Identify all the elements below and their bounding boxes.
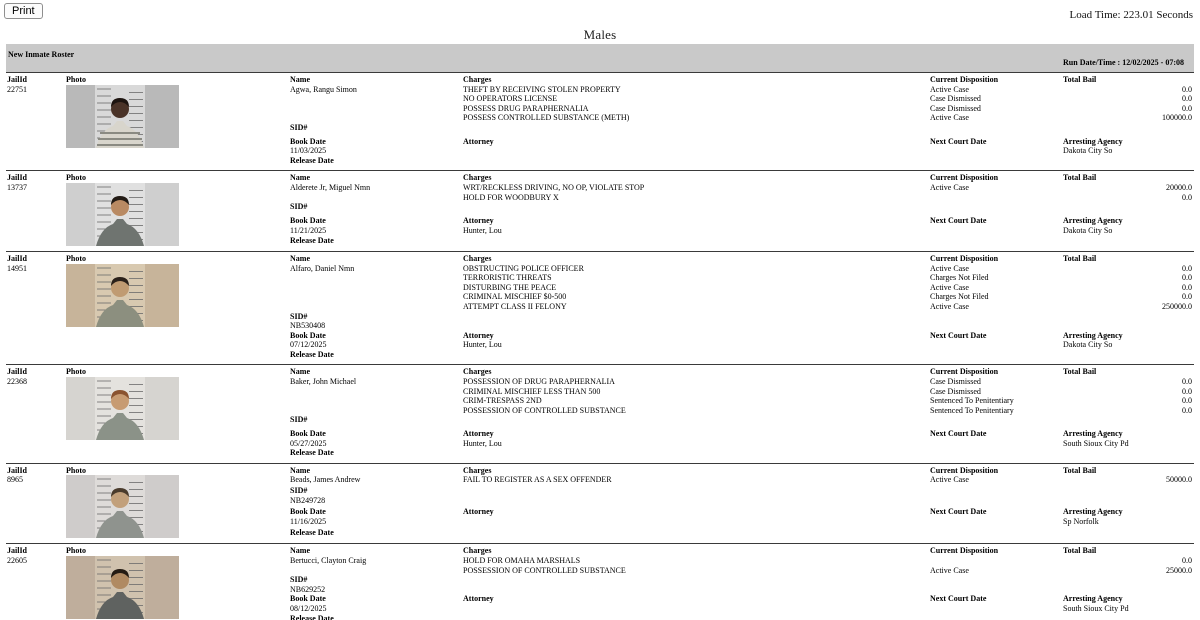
charges-list bbox=[463, 377, 930, 415]
inmate-name: Baker, John Michael bbox=[290, 377, 357, 387]
disposition-header: Current Disposition bbox=[930, 465, 999, 475]
inmate-mugshot-photo bbox=[66, 377, 290, 440]
dispositions-list bbox=[930, 556, 1063, 575]
charge-line: HOLD FOR OMAHA MARSHALS bbox=[463, 556, 581, 565]
next-court-date-label: Next Court Date bbox=[930, 506, 987, 516]
disposition-line: Active Case bbox=[930, 263, 969, 273]
charge-line: POSSESSION OF CONTROLLED SUBSTANCE bbox=[463, 405, 626, 415]
book-date-label: Book Date bbox=[290, 330, 326, 340]
charges-header: Charges bbox=[463, 75, 492, 84]
charge-line: POSSESSION OF CONTROLLED SUBSTANCE bbox=[463, 565, 626, 575]
dispositions-list bbox=[930, 85, 1063, 123]
bail-amount: 0.0 bbox=[1182, 377, 1192, 387]
photo-header: Photo bbox=[66, 465, 86, 475]
sid-label: SID# bbox=[290, 485, 308, 495]
disposition-line: Active Case bbox=[930, 475, 969, 485]
disposition-line: Case Dismissed bbox=[930, 103, 981, 113]
inmate-attorney bbox=[463, 517, 930, 528]
dispositions-list bbox=[930, 183, 1063, 202]
charge-line: TERRORISTIC THREATS bbox=[463, 273, 552, 283]
inmate-attorney: Hunter, Lou bbox=[463, 226, 502, 236]
inmate-name: Alderete Jr, Miguel Nmn bbox=[290, 182, 371, 192]
disposition-line: Case Dismissed bbox=[930, 94, 981, 104]
disposition-line: Active Case bbox=[930, 113, 969, 123]
inmate-mugshot-photo bbox=[66, 475, 290, 538]
name-header: Name bbox=[290, 173, 310, 183]
inmate-jailid: 22605 bbox=[7, 556, 27, 565]
next-court-date-label: Next Court Date bbox=[930, 136, 987, 146]
inmate-attorney: Hunter, Lou bbox=[463, 438, 502, 448]
inmate-next-court-date bbox=[930, 226, 1063, 236]
inmate-record bbox=[6, 463, 1194, 544]
inmate-next-court-date bbox=[930, 517, 1063, 528]
disposition-line: Case Dismissed bbox=[930, 386, 981, 396]
sid-label: SID# bbox=[290, 575, 308, 585]
inmate-jailid: 13737 bbox=[7, 182, 27, 192]
inmate-next-court-date bbox=[930, 439, 1063, 449]
inmate-arresting-agency: South Sioux City Pd bbox=[1063, 603, 1129, 613]
bail-header: Total Bail bbox=[1063, 173, 1097, 183]
bail-header: Total Bail bbox=[1063, 253, 1097, 263]
jailid-header: JailId bbox=[7, 253, 28, 263]
disposition-header: Current Disposition bbox=[930, 253, 999, 263]
arresting-agency-label: Arresting Agency bbox=[1063, 506, 1123, 516]
charge-line: CRIM-TRESPASS 2ND bbox=[463, 396, 542, 406]
charge-line: POSSESS CONTROLLED SUBSTANCE (METH) bbox=[463, 113, 630, 123]
bail-amount: 0.0 bbox=[1182, 556, 1192, 565]
inmate-attorney: Hunter, Lou bbox=[463, 340, 502, 350]
charge-line: CRIMINAL MISCHIEF LESS THAN 500 bbox=[463, 386, 601, 396]
release-date-label: Release Date bbox=[290, 527, 334, 537]
inmate-record bbox=[6, 364, 1194, 462]
charges-header: Charges bbox=[463, 465, 492, 475]
inmate-record bbox=[6, 72, 1194, 170]
inmate-roster-table bbox=[6, 72, 1194, 620]
roster-header-bar bbox=[6, 44, 1194, 72]
jailid-header: JailId bbox=[7, 75, 28, 84]
inmate-jailid: 22751 bbox=[7, 84, 27, 94]
bail-list bbox=[1063, 377, 1194, 415]
arresting-agency-label: Arresting Agency bbox=[1063, 136, 1123, 146]
page-title: Males bbox=[583, 27, 617, 42]
attorney-label: Attorney bbox=[463, 330, 494, 340]
arresting-agency-label: Arresting Agency bbox=[1063, 594, 1123, 604]
bail-amount: 0.0 bbox=[1182, 396, 1192, 406]
bail-amount: 100000.0 bbox=[1162, 113, 1192, 123]
bail-list bbox=[1063, 85, 1194, 123]
bail-list bbox=[1063, 475, 1194, 486]
charge-line: POSSESS DRUG PARAPHERNALIA bbox=[463, 103, 589, 113]
inmate-jailid: 22368 bbox=[7, 377, 27, 387]
roster-title: New Inmate Roster bbox=[8, 50, 75, 59]
disposition-line: Sentenced To Penitentiary bbox=[930, 405, 1014, 415]
inmate-record bbox=[6, 251, 1194, 365]
inmate-book-date: 05/27/2025 bbox=[290, 438, 327, 448]
disposition-line bbox=[930, 193, 1063, 203]
inmate-mugshot-photo bbox=[66, 264, 290, 327]
release-date-label: Release Date bbox=[290, 448, 334, 458]
photo-header: Photo bbox=[66, 253, 86, 263]
sid-label: SID# bbox=[290, 311, 308, 321]
bail-header: Total Bail bbox=[1063, 367, 1097, 377]
jailid-header: JailId bbox=[7, 367, 28, 377]
photo-header: Photo bbox=[66, 546, 86, 556]
sid-label: SID# bbox=[290, 415, 308, 425]
name-header: Name bbox=[290, 367, 310, 377]
inmate-name: Agwa, Rangu Simon bbox=[290, 84, 357, 94]
book-date-label: Book Date bbox=[290, 216, 326, 226]
run-datetime: Run Date/Time : 12/02/2025 - 07:08 bbox=[1063, 58, 1184, 67]
dispositions-list bbox=[930, 475, 1063, 486]
name-header: Name bbox=[290, 546, 310, 556]
bail-list bbox=[1063, 556, 1194, 575]
name-header: Name bbox=[290, 253, 310, 263]
charge-line: DISTURBING THE PEACE bbox=[463, 282, 557, 292]
inmate-mugshot-photo bbox=[66, 556, 290, 619]
arresting-agency-label: Arresting Agency bbox=[1063, 429, 1123, 439]
charges-header: Charges bbox=[463, 546, 492, 556]
bail-amount: 0.0 bbox=[1182, 103, 1192, 113]
disposition-line: Active Case bbox=[930, 282, 969, 292]
arresting-agency-label: Arresting Agency bbox=[1063, 330, 1123, 340]
release-date-label: Release Date bbox=[290, 349, 334, 359]
disposition-line: Sentenced To Penitentiary bbox=[930, 396, 1014, 406]
charges-list bbox=[463, 556, 930, 575]
disposition-line bbox=[930, 556, 1063, 566]
attorney-label: Attorney bbox=[463, 594, 494, 604]
inmate-attorney bbox=[463, 146, 930, 156]
inmate-arresting-agency: Dakota City So bbox=[1063, 340, 1113, 350]
disposition-header: Current Disposition bbox=[930, 546, 999, 556]
jailid-header: JailId bbox=[7, 173, 28, 183]
attorney-label: Attorney bbox=[463, 506, 494, 516]
book-date-label: Book Date bbox=[290, 506, 326, 516]
bail-amount: 25000.0 bbox=[1166, 565, 1192, 575]
inmate-record bbox=[6, 170, 1194, 251]
inmate-sid: NB249728 bbox=[290, 496, 326, 506]
charge-line: POSSESSION OF DRUG PARAPHERNALIA bbox=[463, 377, 615, 387]
jailid-header: JailId bbox=[7, 546, 28, 556]
disposition-line: Charges Not Filed bbox=[930, 292, 989, 302]
inmate-book-date: 11/21/2025 bbox=[290, 226, 327, 236]
bail-amount: 0.0 bbox=[1182, 94, 1192, 104]
bail-list bbox=[1063, 183, 1194, 202]
charges-list bbox=[463, 183, 930, 202]
jailid-header: JailId bbox=[7, 465, 28, 475]
inmate-book-date: 11/03/2025 bbox=[290, 146, 327, 156]
disposition-header: Current Disposition bbox=[930, 173, 999, 183]
bail-amount: 50000.0 bbox=[1166, 475, 1192, 485]
dispositions-list bbox=[930, 377, 1063, 415]
disposition-line: Active Case bbox=[930, 182, 969, 192]
name-header: Name bbox=[290, 75, 310, 84]
charge-line: THEFT BY RECEIVING STOLEN PROPERTY bbox=[463, 84, 621, 94]
charge-line: ATTEMPT CLASS II FELONY bbox=[463, 301, 567, 311]
inmate-sid: NB629252 bbox=[290, 584, 326, 594]
disposition-header: Current Disposition bbox=[930, 367, 999, 377]
bail-amount: 0.0 bbox=[1182, 84, 1192, 94]
inmate-attorney bbox=[463, 604, 930, 614]
inmate-arresting-agency: South Sioux City Pd bbox=[1063, 438, 1129, 448]
inmate-book-date: 08/12/2025 bbox=[290, 603, 327, 613]
charge-line: HOLD FOR WOODBURY X bbox=[463, 192, 559, 202]
charge-line: NO OPERATORS LICENSE bbox=[463, 94, 558, 104]
arresting-agency-label: Arresting Agency bbox=[1063, 216, 1123, 226]
disposition-line: Active Case bbox=[930, 565, 969, 575]
next-court-date-label: Next Court Date bbox=[930, 429, 987, 439]
bail-amount: 0.0 bbox=[1182, 405, 1192, 415]
book-date-label: Book Date bbox=[290, 594, 326, 604]
bail-amount: 0.0 bbox=[1182, 273, 1192, 283]
photo-header: Photo bbox=[66, 75, 86, 84]
inmate-jailid: 8965 bbox=[7, 475, 23, 485]
charge-line: CRIMINAL MISCHIEF $0-500 bbox=[463, 292, 567, 302]
name-header: Name bbox=[290, 465, 310, 475]
bail-header: Total Bail bbox=[1063, 75, 1097, 84]
disposition-line: Case Dismissed bbox=[930, 377, 981, 387]
release-date-label: Release Date bbox=[290, 236, 334, 246]
inmate-arresting-agency: Dakota City So bbox=[1063, 226, 1113, 236]
bail-amount: 0.0 bbox=[1182, 386, 1192, 396]
inmate-book-date: 07/12/2025 bbox=[290, 340, 327, 350]
bail-amount: 20000.0 bbox=[1166, 182, 1192, 192]
inmate-name: Beads, James Andrew bbox=[290, 475, 361, 485]
inmate-next-court-date bbox=[930, 146, 1063, 156]
charges-list bbox=[463, 264, 930, 312]
inmate-arresting-agency: Sp Norfolk bbox=[1063, 517, 1099, 527]
disposition-line: Active Case bbox=[930, 84, 969, 94]
inmate-sid: NB530408 bbox=[290, 321, 326, 331]
bail-header: Total Bail bbox=[1063, 465, 1097, 475]
charge-line: OBSTRUCTING POLICE OFFICER bbox=[463, 263, 584, 273]
bail-amount: 0.0 bbox=[1182, 282, 1192, 292]
bail-list bbox=[1063, 264, 1194, 312]
charges-list bbox=[463, 85, 930, 123]
attorney-label: Attorney bbox=[463, 216, 494, 226]
bail-amount: 250000.0 bbox=[1162, 301, 1192, 311]
bail-amount: 0.0 bbox=[1182, 292, 1192, 302]
disposition-line: Charges Not Filed bbox=[930, 273, 989, 283]
charges-header: Charges bbox=[463, 253, 492, 263]
bail-header: Total Bail bbox=[1063, 546, 1097, 556]
sid-label: SID# bbox=[290, 202, 308, 212]
next-court-date-label: Next Court Date bbox=[930, 216, 987, 226]
charges-list bbox=[463, 475, 930, 486]
charges-header: Charges bbox=[463, 367, 492, 377]
disposition-line: Active Case bbox=[930, 301, 969, 311]
inmate-next-court-date bbox=[930, 340, 1063, 350]
charge-line: WRT/RECKLESS DRIVING, NO OP, VIOLATE STOP bbox=[463, 182, 645, 192]
book-date-label: Book Date bbox=[290, 429, 326, 439]
inmate-jailid: 14951 bbox=[7, 263, 27, 273]
disposition-header: Current Disposition bbox=[930, 75, 999, 84]
inmate-book-date: 11/16/2025 bbox=[290, 517, 327, 527]
page-header bbox=[0, 0, 1200, 44]
sid-label: SID# bbox=[290, 122, 308, 132]
next-court-date-label: Next Court Date bbox=[930, 594, 987, 604]
attorney-label: Attorney bbox=[463, 136, 494, 146]
charge-line: FAIL TO REGISTER AS A SEX OFFENDER bbox=[463, 475, 612, 485]
inmate-name: Bertucci, Clayton Craig bbox=[290, 556, 367, 565]
inmate-mugshot-photo bbox=[66, 183, 290, 246]
load-time-text: Load Time: 223.01 Seconds bbox=[1069, 9, 1193, 21]
photo-header: Photo bbox=[66, 367, 86, 377]
inmate-record bbox=[6, 543, 1194, 620]
book-date-label: Book Date bbox=[290, 136, 326, 146]
attorney-label: Attorney bbox=[463, 429, 494, 439]
next-court-date-label: Next Court Date bbox=[930, 330, 987, 340]
charges-header: Charges bbox=[463, 173, 492, 183]
inmate-name: Alfaro, Daniel Nmn bbox=[290, 263, 355, 273]
dispositions-list bbox=[930, 264, 1063, 312]
photo-header: Photo bbox=[66, 173, 86, 183]
bail-amount: 0.0 bbox=[1182, 263, 1192, 273]
inmate-next-court-date bbox=[930, 604, 1063, 614]
release-date-label: Release Date bbox=[290, 613, 334, 620]
print-button[interactable]: Print bbox=[4, 3, 43, 19]
inmate-mugshot-photo bbox=[66, 85, 290, 148]
release-date-label: Release Date bbox=[290, 155, 334, 165]
bail-amount: 0.0 bbox=[1182, 192, 1192, 202]
inmate-arresting-agency: Dakota City So bbox=[1063, 146, 1113, 156]
